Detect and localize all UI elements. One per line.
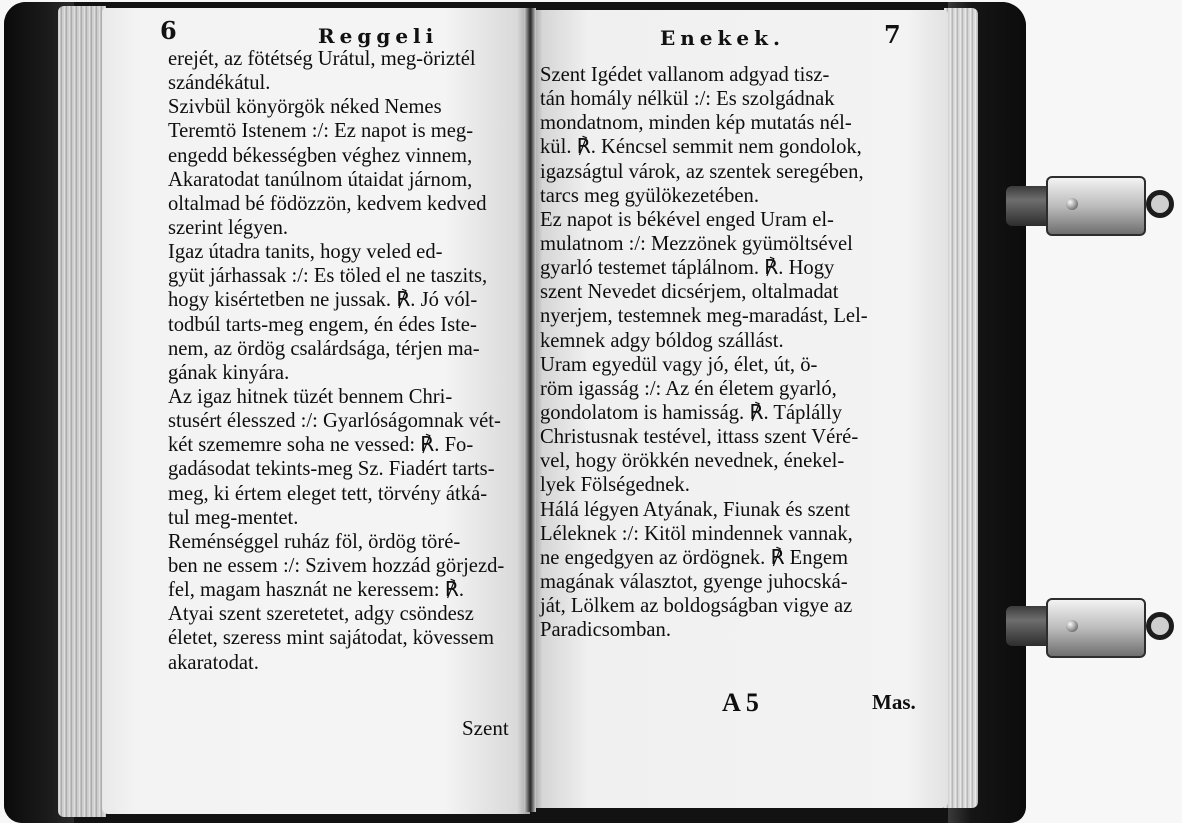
right-page-number: 7 bbox=[884, 20, 901, 49]
right-page-text-line: ját, Lölkem az boldogságban vigye az bbox=[540, 595, 853, 618]
left-page-text-line: Az igaz hitnek tüzét bennem Chri- bbox=[168, 385, 453, 408]
right-page-text-line: röm igasság :/: Az én életem gyarló, bbox=[540, 377, 837, 400]
right-page-edges bbox=[944, 8, 978, 808]
left-page-text-line: nem, az ördög csalárdsága, térjen ma- bbox=[168, 337, 480, 360]
right-page-text-line: lyek Fölségednek. bbox=[540, 474, 690, 497]
right-page-text-line: vel, hogy örökkén nevednek, énekel- bbox=[540, 450, 845, 473]
right-page-text-line: Ez napot is békével enged Uram el- bbox=[540, 208, 834, 231]
left-page-text-line: hogy kisértetben ne jussak. ℟. Jó vól- bbox=[168, 289, 478, 312]
left-page-edges bbox=[58, 6, 106, 817]
left-page-text-line: engedd békességben véghez vinnem, bbox=[168, 144, 473, 167]
right-catchword: Mas. bbox=[872, 690, 916, 714]
left-running-head: Reggeli bbox=[318, 24, 439, 48]
left-page-text-line: Igaz útadra tanits, hogy veled ed- bbox=[168, 241, 443, 264]
left-page-text-line: tul meg-mentet. bbox=[168, 506, 299, 529]
left-page-text-line: stusért élesszed :/: Gyarlóságomnak vét- bbox=[168, 410, 501, 433]
right-page-text-line: kül. ℟. Kéncsel semmit nem gondolok, bbox=[540, 136, 862, 159]
left-page-text-line: gának kinyára. bbox=[168, 361, 290, 384]
right-page-text-line: magának választot, gyenge juhocská- bbox=[540, 570, 848, 593]
right-page-text-line: kemnek adgy bóldog szállást. bbox=[540, 329, 784, 352]
right-page-text-line: Léleknek :/: Kitöl mindennek vannak, bbox=[540, 522, 853, 545]
left-page-text-line: gadásodat tekints-meg Sz. Fiadért tarts- bbox=[168, 458, 495, 481]
right-running-head: Enekek. bbox=[660, 26, 785, 50]
left-page-text-line: szándékátul. bbox=[168, 72, 271, 95]
left-page-text-line: gyüt járhassak :/: Es töled el ne taszits, bbox=[168, 265, 488, 288]
signature-mark: A 5 bbox=[722, 688, 759, 717]
left-page-text-line: Szivbül könyörgök néked Nemes bbox=[168, 96, 442, 119]
left-page-text-line: Teremtö Istenem :/: Ez napot is meg- bbox=[168, 120, 474, 143]
right-page-text-line: gondolatom is hamisság. ℟. Táplálly bbox=[540, 401, 842, 424]
right-page-text-line: szent Nevedet dicsérjem, oltalmadat bbox=[540, 281, 839, 304]
left-page-text-line: Atyai szent szeretetet, adgy csöndesz bbox=[168, 603, 474, 626]
left-page-text-line: meg, ki értem eleget tett, törvény átká- bbox=[168, 482, 488, 505]
left-page-number: 6 bbox=[160, 16, 177, 45]
left-page-text-line: oltalmad bé födözzön, kedvem kedved bbox=[168, 192, 487, 215]
left-page-text-line: fel, magam hasznát ne keressem: ℟. bbox=[168, 579, 464, 602]
right-page-text bbox=[540, 63, 920, 642]
right-page-text-line: nyerjem, testemnek meg-maradást, Lel- bbox=[540, 305, 868, 328]
right-page-text-line: Hálá légyen Atyának, Fiunak és szent bbox=[540, 498, 850, 521]
left-page-text-line: Reménséggel ruház föl, ördög töré- bbox=[168, 530, 461, 553]
left-page-text-line: ben ne essem :/: Szivem hozzád görjezd- bbox=[168, 554, 505, 577]
right-page-text-line: Paradicsomban. bbox=[540, 619, 671, 642]
right-page-text-line: tarcs meg gyülökezetében. bbox=[540, 184, 759, 207]
left-page-text-line: Akaratodat tanúlnom útaidat járnom, bbox=[168, 168, 473, 191]
left-page-text-line: szerint légyen. bbox=[168, 216, 289, 239]
right-page-text-line: ne engedgyen az ördögnek. ℟ Engem bbox=[540, 546, 849, 569]
right-page-text-line: tán homály nélkül :/: Es szolgádnak bbox=[540, 88, 835, 111]
left-page-text-line: akaratodat. bbox=[168, 651, 259, 674]
right-page-text-line: igazságtul várok, az szentek seregében, bbox=[540, 160, 864, 183]
left-page-text-line: erejét, az fötétség Urátul, meg-öriztél bbox=[168, 48, 476, 70]
right-page-text-line: mulatnom :/: Mezzönek gyümöltsével bbox=[540, 232, 853, 255]
left-page-text-line: két szememre soha ne vessed: ℟. Fo- bbox=[168, 434, 474, 457]
left-page-text-line: todbúl tarts-meg engem, én édes Iste- bbox=[168, 313, 477, 336]
right-page-text-line: gyarló testemet táplálnom. ℟. Hogy bbox=[540, 257, 835, 280]
right-page-text-line: Szent Igédet vallanom adgyad tisz- bbox=[540, 64, 830, 86]
left-page-text bbox=[168, 47, 528, 675]
left-catchword: Szent bbox=[462, 716, 509, 740]
right-page-text-line: Uram egyedül vagy jó, élet, út, ö- bbox=[540, 353, 818, 376]
left-page-text-line: életet, szeress mint sajátodat, kövessem bbox=[168, 627, 494, 650]
right-page-text-line: mondatnom, minden kép mutatás nél- bbox=[540, 112, 852, 135]
right-page-text-line: Christusnak testével, ittass szent Véré- bbox=[540, 426, 859, 449]
